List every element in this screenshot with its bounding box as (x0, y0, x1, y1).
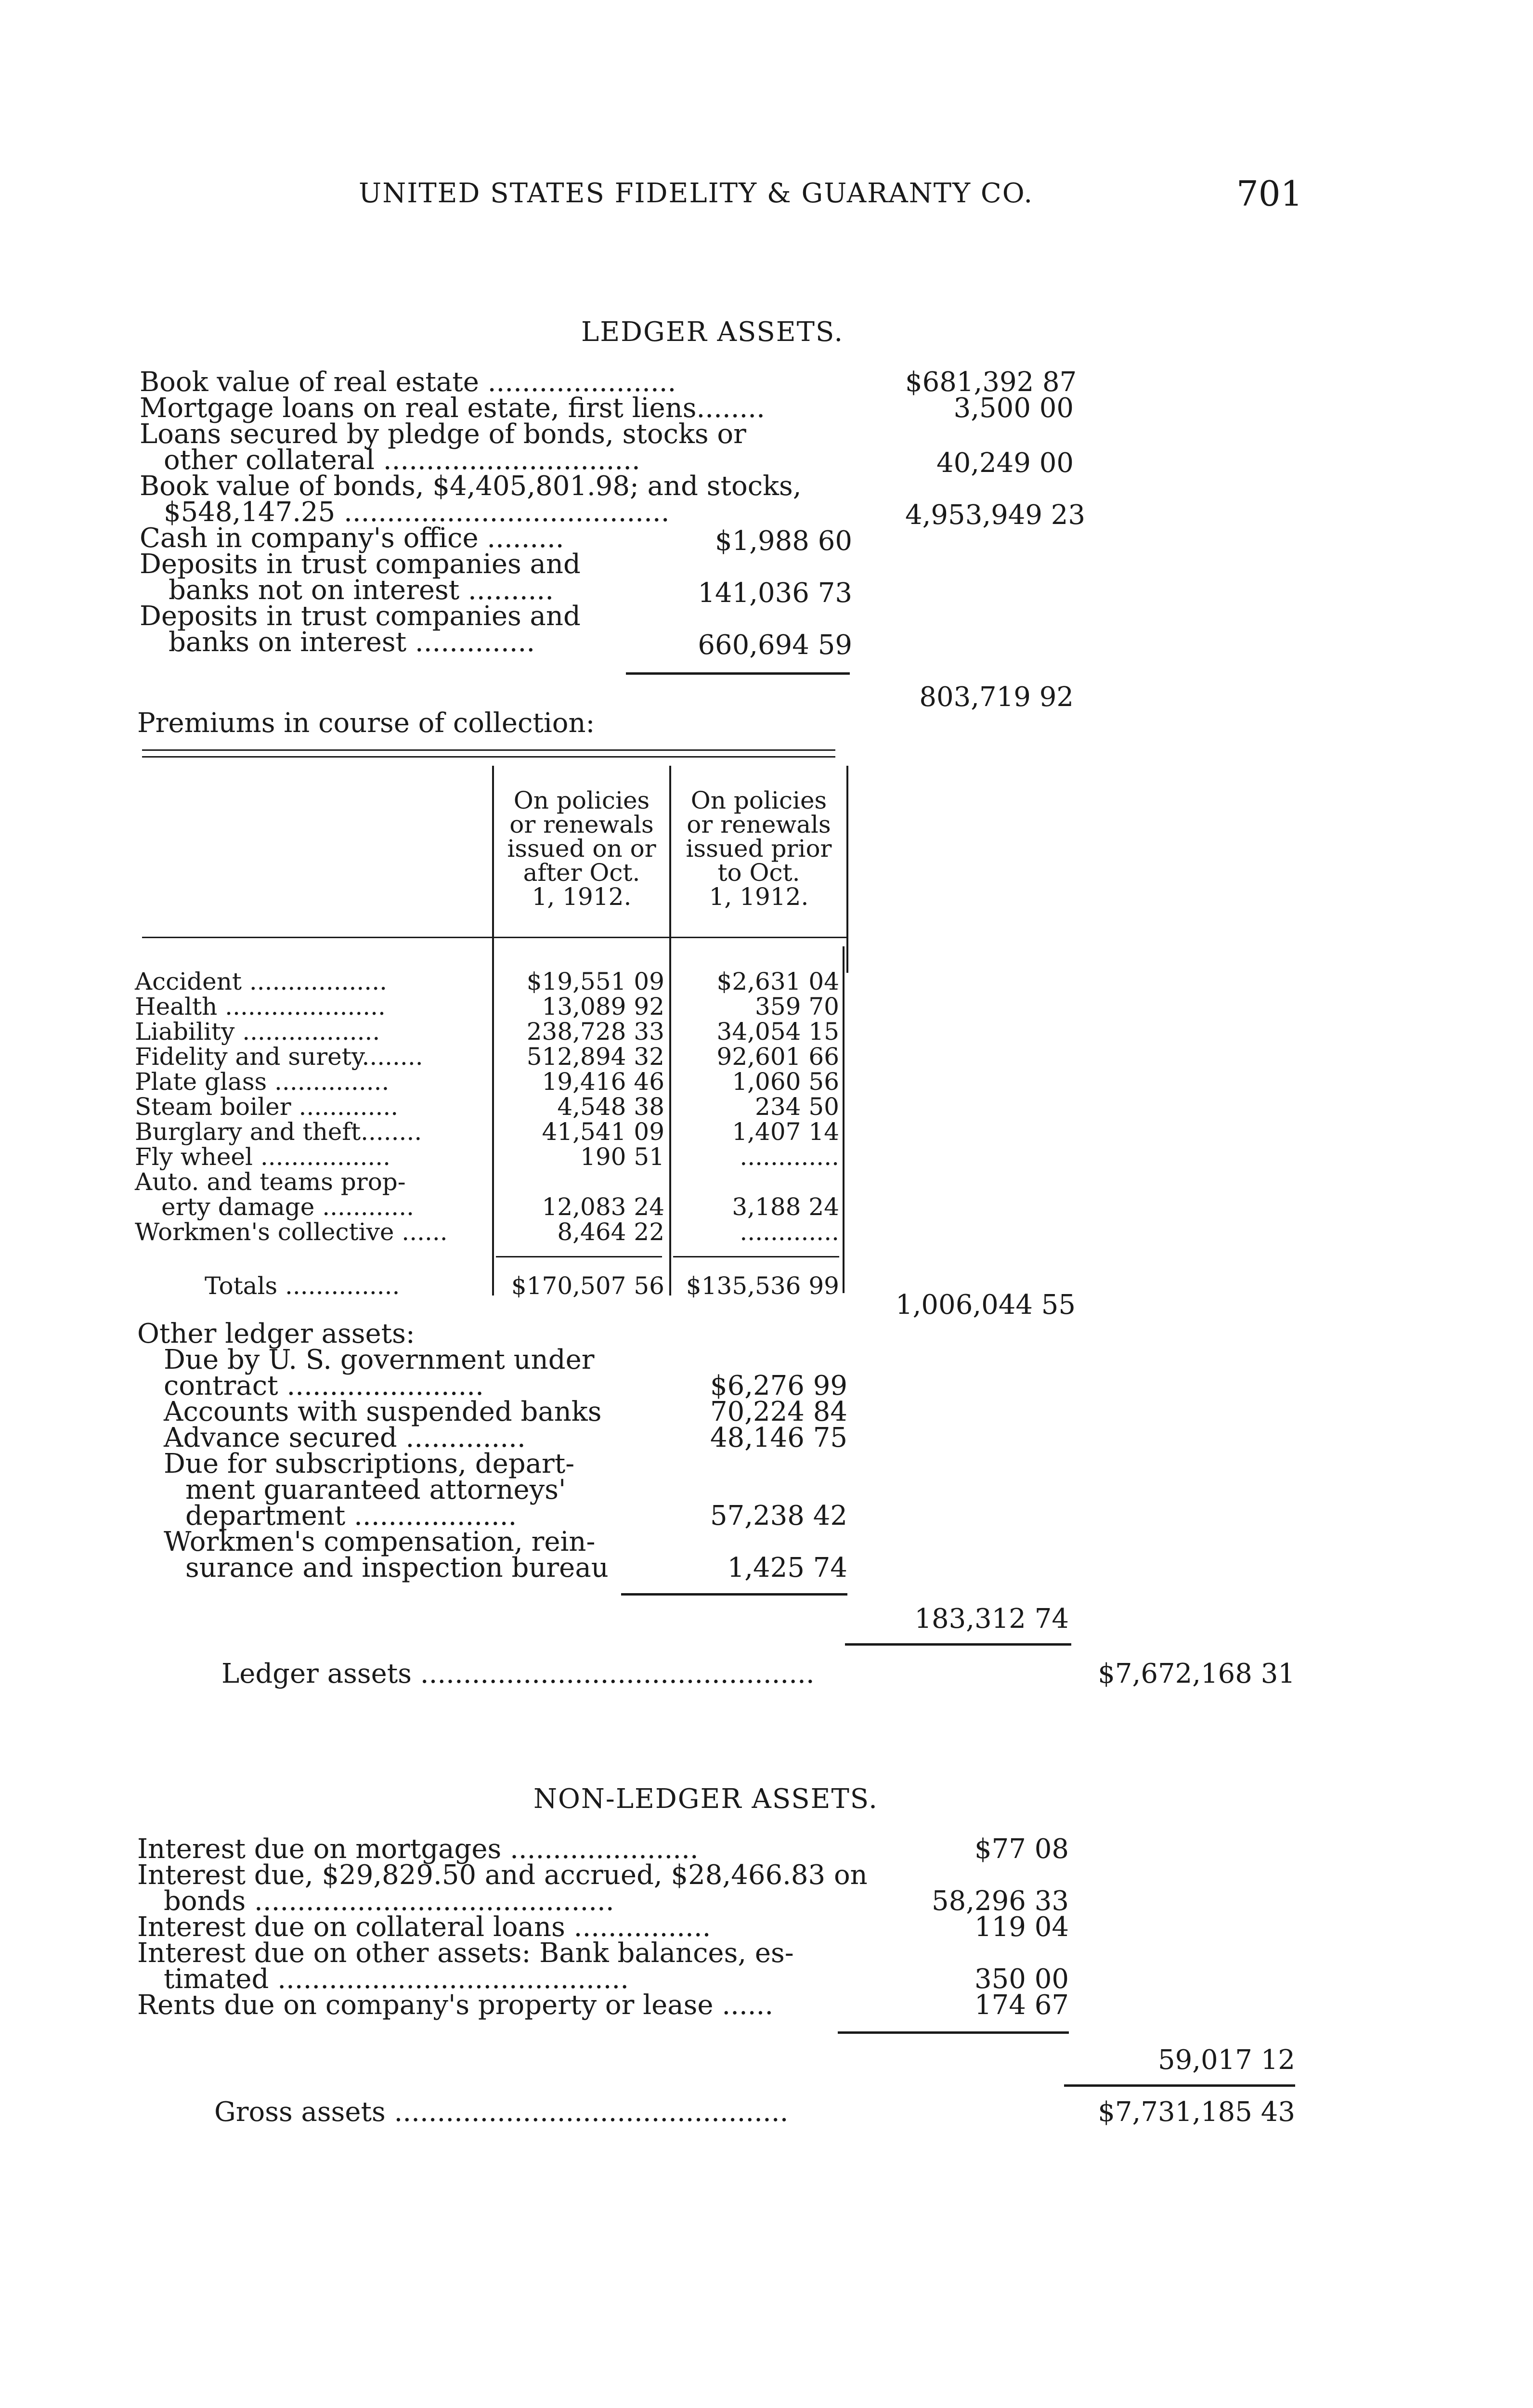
other-row-label: department ................... (185, 1500, 517, 1531)
nonledger-row-label: Interest due on mortgages ...................... (137, 1833, 699, 1865)
ledger-row-subvalue: 660,694 59 (698, 629, 852, 661)
nonledger-row-label: Interest due on collateral loans ................ (137, 1911, 711, 1943)
other-row-value: $6,276 99 (710, 1370, 847, 1401)
totals-a: $170,507 56 (511, 1272, 664, 1300)
other-row-value: 57,238 42 (710, 1500, 847, 1531)
premiums-grand-total: 1,006,044 55 (896, 1289, 1076, 1321)
premium-row-a: 41,541 09 (542, 1118, 664, 1146)
section-heading-ledger: LEDGER ASSETS. (581, 316, 844, 348)
premium-row-a: $19,551 09 (526, 968, 664, 995)
ledger-assets-total: $7,672,168 31 (1098, 1658, 1295, 1689)
premium-row-b: 92,601 66 (716, 1043, 839, 1071)
premium-row-label: Workmen's collective ...... (135, 1218, 448, 1246)
rule (1064, 2084, 1295, 2087)
premium-row-a: 8,464 22 (557, 1218, 664, 1246)
ledger-assets-label: Ledger assets .............................................. (221, 1658, 815, 1689)
premium-row-a: 4,548 38 (557, 1093, 664, 1121)
table-top-rule (142, 756, 835, 758)
ledger-row-label: banks on interest .............. (169, 627, 535, 658)
ledger-row-label: Cash in company's office ......... (140, 523, 564, 554)
ledger-row-label: Mortgage loans on real estate, first liens........ (140, 393, 765, 424)
rule (621, 1593, 847, 1596)
premium-row-b: $2,631 04 (716, 968, 839, 995)
header-rule (142, 937, 847, 938)
rule (626, 672, 850, 675)
running-header: UNITED STATES FIDELITY & GUARANTY CO. (359, 178, 1034, 209)
premium-row-b: 34,054 15 (716, 1018, 839, 1046)
ledger-row-value: 3,500 00 (953, 393, 1074, 424)
totals-rule (673, 1256, 839, 1257)
other-row-label: Accounts with suspended banks (164, 1396, 602, 1427)
ledger-row-label: Deposits in trust companies and (140, 549, 581, 580)
premium-row-b: ............. (740, 1143, 839, 1171)
column-divider (492, 766, 494, 1296)
other-row-label: surance and inspection bureau (185, 1552, 609, 1584)
totals-b: $135,536 99 (686, 1272, 839, 1300)
column-divider (846, 766, 848, 973)
premium-row-a: 190 51 (580, 1143, 664, 1171)
nonledger-row-value: 174 67 (974, 1989, 1069, 2021)
premium-row-a: 238,728 33 (526, 1018, 664, 1046)
ledger-row-subvalue: $1,988 60 (715, 525, 852, 557)
other-row-label: ment guaranteed attorneys' (185, 1474, 566, 1505)
premium-row-a: 19,416 46 (542, 1068, 664, 1096)
premium-row-label: erty damage ............ (161, 1193, 414, 1221)
deposits-total: 803,719 92 (919, 681, 1074, 713)
premium-row-label: Liability .................. (135, 1018, 380, 1046)
nonledger-row-value: $77 08 (974, 1833, 1069, 1865)
premium-row-b: 3,188 24 (732, 1193, 839, 1221)
other-ledger-heading: Other ledger assets: (137, 1318, 415, 1349)
other-row-label: Due by U. S. government under (164, 1344, 595, 1375)
totals-rule (496, 1256, 662, 1257)
ledger-row-value: 40,249 00 (936, 447, 1074, 479)
other-row-label: contract ....................... (164, 1370, 484, 1401)
ledger-row-label: Loans secured by pledge of bonds, stocks or (140, 419, 746, 450)
premium-row-label: Fly wheel ................. (135, 1143, 391, 1171)
other-row-value: 1,425 74 (727, 1552, 847, 1584)
ledger-row-label: $548,147.25 ...................................... (164, 497, 670, 528)
totals-label: Totals ............... (205, 1272, 400, 1300)
premium-row-a: 12,083 24 (542, 1193, 664, 1221)
ledger-row-value: 4,953,949 23 (905, 499, 1086, 531)
other-ledger-total: 183,312 74 (914, 1603, 1069, 1635)
premiums-label: Premiums in course of collection: (137, 707, 595, 739)
nonledger-row-label: timated ......................................... (164, 1963, 629, 1995)
nonledger-total: 59,017 12 (1157, 2044, 1295, 2076)
ledger-row-label: other collateral .............................. (164, 445, 640, 476)
other-row-value: 48,146 75 (710, 1422, 847, 1453)
premium-row-label: Health ..................... (135, 993, 386, 1021)
premium-row-label: Burglary and theft........ (135, 1118, 422, 1146)
nonledger-row-value: 350 00 (974, 1963, 1069, 1995)
premium-row-b: 359 70 (755, 993, 839, 1021)
section-heading-nonledger: NON-LEDGER ASSETS. (533, 1783, 878, 1815)
ledger-row-label: Book value of real estate ...................... (140, 366, 676, 398)
premium-row-b: 1,060 56 (732, 1068, 839, 1096)
table-top-rule (142, 749, 835, 751)
ledger-row-label: Deposits in trust companies and (140, 601, 581, 632)
ledger-row-subvalue: 141,036 73 (698, 577, 852, 609)
other-row-label: Advance secured .............. (164, 1422, 526, 1453)
ledger-row-label: Book value of bonds, $4,405,801.98; and stocks, (140, 471, 802, 502)
other-row-label: Due for subscriptions, depart- (164, 1448, 575, 1479)
ledger-row-label: banks not on interest .......... (169, 575, 554, 606)
column-divider (669, 766, 671, 1296)
premium-row-b: 234 50 (755, 1093, 839, 1121)
other-row-value: 70,224 84 (710, 1396, 847, 1427)
rule (838, 2031, 1069, 2034)
gross-assets-total: $7,731,185 43 (1098, 2096, 1295, 2128)
nonledger-row-value: 119 04 (974, 1911, 1069, 1943)
premium-row-a: 13,089 92 (542, 993, 664, 1021)
nonledger-row-value: 58,296 33 (931, 1885, 1069, 1917)
premium-row-label: Accident .................. (135, 968, 387, 995)
premium-row-label: Auto. and teams prop- (135, 1168, 406, 1196)
premium-row-a: 512,894 32 (526, 1043, 664, 1071)
gross-assets-label: Gross assets .............................................. (214, 2096, 789, 2128)
nonledger-row-label: bonds .......................................... (164, 1885, 614, 1917)
premium-row-b: ............. (740, 1218, 839, 1246)
rule (845, 1643, 1071, 1646)
nonledger-row-label: Interest due on other assets: Bank balances, es- (137, 1937, 794, 1969)
premium-row-label: Plate glass ............... (135, 1068, 390, 1096)
premium-row-b: 1,407 14 (732, 1118, 839, 1146)
page-number: 701 (1236, 173, 1303, 214)
premium-row-label: Steam boiler ............. (135, 1093, 399, 1121)
column-divider (843, 946, 844, 1293)
other-row-label: Workmen's compensation, rein- (164, 1526, 596, 1557)
premium-row-label: Fidelity and surety........ (135, 1043, 423, 1071)
nonledger-row-label: Interest due, $29,829.50 and accrued, $28,466.83 on (137, 1859, 868, 1891)
ledger-row-value: $681,392 87 (905, 366, 1077, 398)
nonledger-row-label: Rents due on company's property or lease ...... (137, 1989, 774, 2021)
